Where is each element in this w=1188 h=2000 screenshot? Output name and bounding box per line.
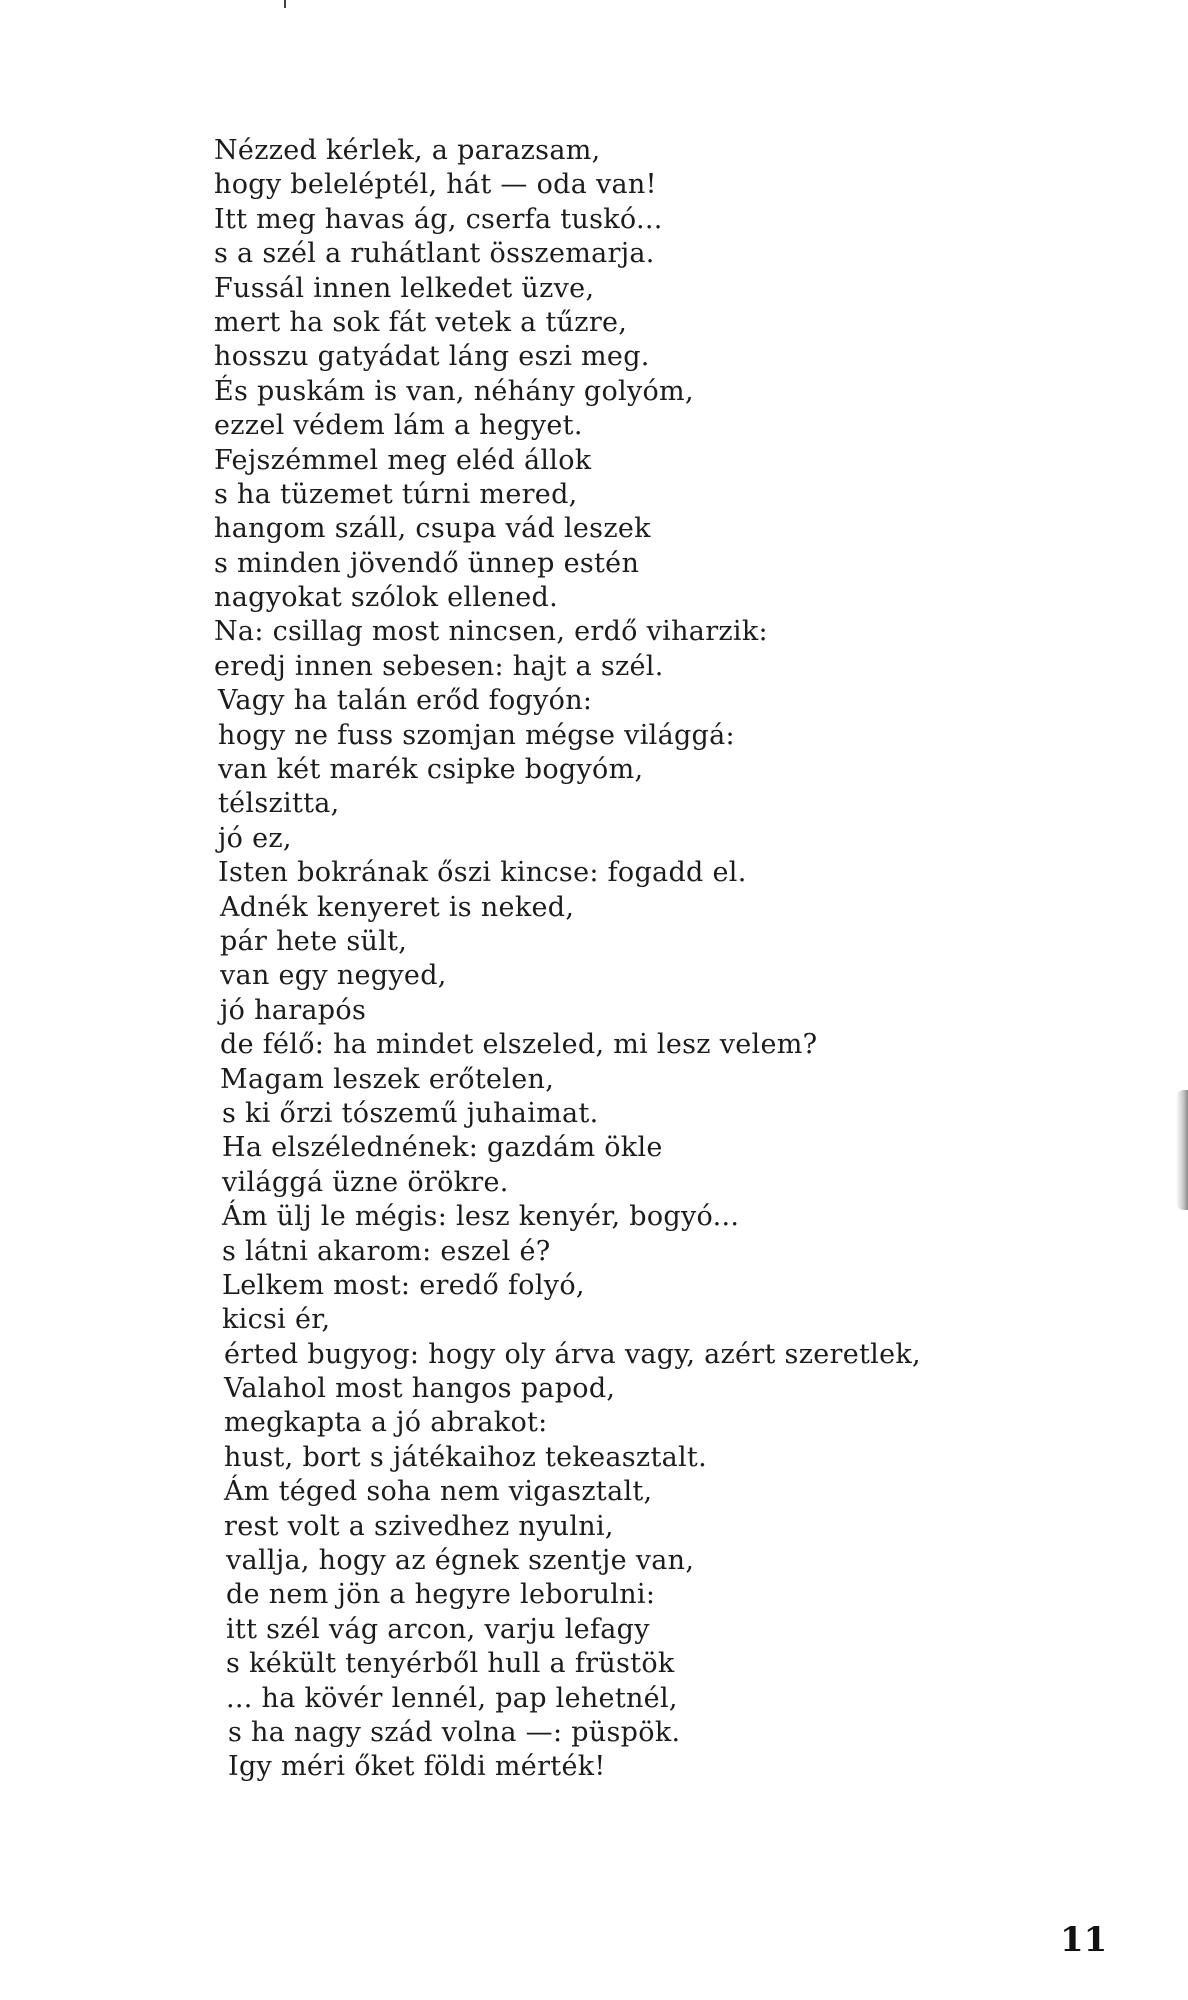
- poem-line: Isten bokrának őszi kincse: fogadd el.: [218, 857, 747, 889]
- poem-line: kicsi ér,: [222, 1304, 331, 1336]
- poem-line: Na: csillag most nincsen, erdő viharzik:: [214, 616, 768, 648]
- poem-line: világgá üzne örökre.: [222, 1166, 509, 1198]
- poem-line: s ha nagy szád volna —: püspök.: [228, 1716, 681, 1748]
- poem-line: Nézzed kérlek, a parazsam,: [214, 135, 601, 166]
- page-number: 11: [1060, 1920, 1108, 1960]
- poem-line: hust, bort s játékaihoz tekeasztalt.: [224, 1441, 707, 1473]
- poem-line: télszitta,: [218, 788, 340, 820]
- poem-line: Adnék kenyeret is neked,: [220, 891, 575, 923]
- poem-line: megkapta a jó abrakot:: [224, 1407, 548, 1439]
- poem-line: s minden jövendő ünnep estén: [214, 547, 640, 579]
- poem-line: Fussál innen lelkedet üzve,: [214, 272, 595, 304]
- poem-line: hosszu gatyádat láng eszi meg.: [214, 341, 650, 373]
- poem-line: jó harapós: [220, 994, 367, 1026]
- poem-line: itt szél vág arcon, varju lefagy: [226, 1613, 650, 1645]
- poem-line: hogy ne fuss szomjan mégse világgá:: [218, 719, 735, 751]
- poem-line: érted bugyog: hogy oly árva vagy, azért szeretlek,: [224, 1338, 921, 1370]
- poem-line: Fejszémmel meg eléd állok: [214, 444, 592, 476]
- poem-line: jó ez,: [218, 822, 292, 854]
- poem-line: pár hete sült,: [220, 925, 408, 957]
- poem-line: Valahol most hangos papod,: [224, 1373, 616, 1405]
- poem-line: s a szél a ruhátlant összemarja.: [214, 238, 655, 270]
- poem-line: eredj innen sebesen: hajt a szél.: [214, 650, 664, 682]
- poem-line: És puskám is van, néhány golyóm,: [214, 375, 694, 407]
- poem-line: Ha elszélednének: gazdám ökle: [222, 1132, 663, 1164]
- poem-line: s látni akarom: eszel é?: [222, 1235, 551, 1267]
- poem-line: s ha tüzemet túrni mered,: [214, 478, 578, 510]
- poem-line: nagyokat szólok ellened.: [214, 582, 559, 614]
- poem-body: [214, 134, 1114, 1785]
- poem-line: s ki őrzi tószemű juhaimat.: [222, 1097, 599, 1129]
- poem-line: van két marék csipke bogyóm,: [218, 754, 644, 786]
- poem-line: de nem jön a hegyre leborulni:: [226, 1579, 656, 1611]
- poem-line: vallja, hogy az égnek szentje van,: [226, 1545, 695, 1577]
- poem-line: ... ha kövér lennél, pap lehetnél,: [226, 1682, 678, 1714]
- poem-line: Lelkem most: eredő folyó,: [222, 1269, 585, 1301]
- page-edge-shadow: [1176, 1090, 1188, 1210]
- poem-line: de félő: ha mindet elszeled, mi lesz velem?: [220, 1029, 818, 1061]
- poem-line: mert ha sok fát vetek a tűzre,: [214, 306, 628, 338]
- poem-line: ezzel védem lám a hegyet.: [214, 410, 583, 442]
- poem-line: hogy beleléptél, hát — oda van!: [214, 169, 657, 201]
- poem-line: Ám ülj le mégis: lesz kenyér, bogyó...: [222, 1201, 740, 1233]
- top-edge-mark: [284, 0, 286, 8]
- poem-line: Vagy ha talán erőd fogyón:: [218, 685, 593, 717]
- poem-line: Igy méri őket földi mérték!: [228, 1751, 606, 1783]
- poem-line: van egy negyed,: [220, 960, 447, 992]
- poem-line: Itt meg havas ág, cserfa tuskó...: [214, 203, 663, 235]
- poem-line: s kékült tenyérből hull a früstök: [226, 1648, 675, 1680]
- poem-line: hangom száll, csupa vád leszek: [214, 513, 651, 545]
- poem-line: Ám téged soha nem vigasztalt,: [224, 1476, 653, 1508]
- poem-line: Magam leszek erőtelen,: [220, 1063, 555, 1095]
- poem-line: rest volt a szivedhez nyulni,: [224, 1510, 614, 1542]
